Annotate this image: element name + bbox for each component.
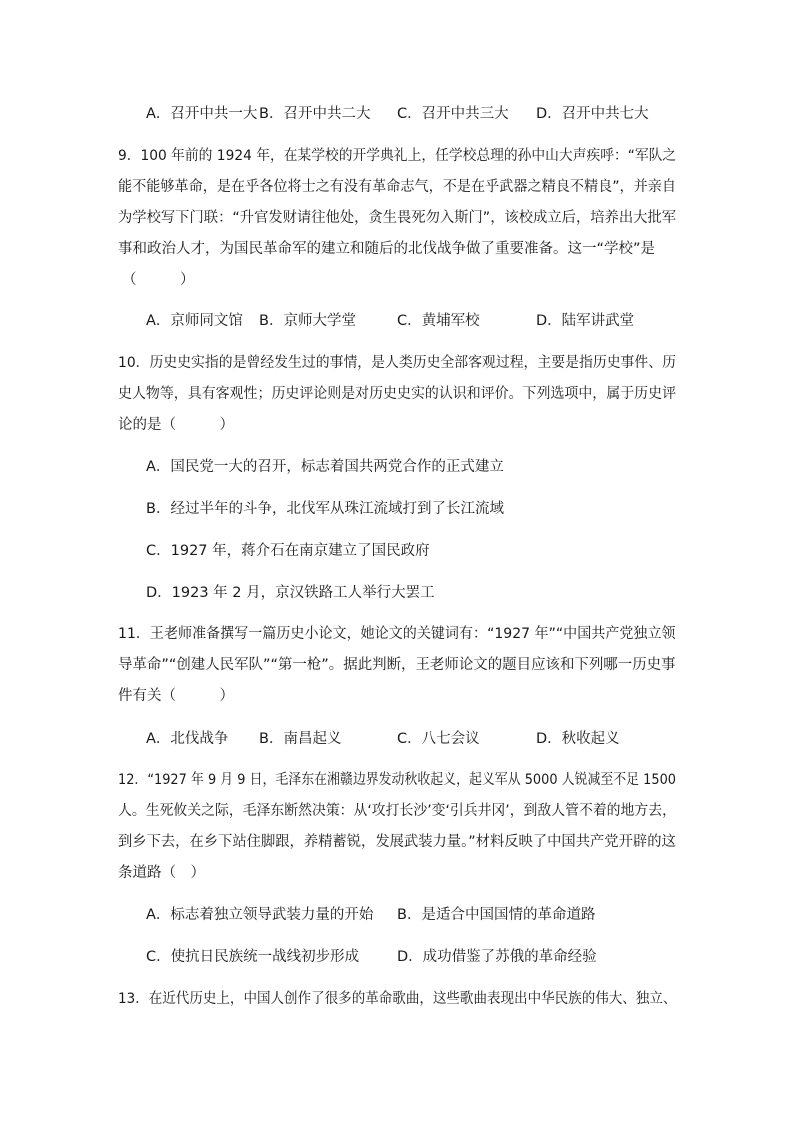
q9-option-d: D．陆军讲武堂 (536, 313, 635, 329)
q12-option-b: B．是适合中国国情的革命道路 (397, 907, 596, 923)
q9-answer-bracket: （ ） (122, 272, 195, 288)
q12-stem-line: 12．“1927 年 9 月 9 日，毛泽东在湘赣边界发动秋收起义，起义军从 5000 人锐减至不足 1500 (118, 772, 677, 788)
q12-option-c: C．使抗日民族统一战线初步形成 (146, 949, 360, 965)
q12-option-a: A．标志着独立领导武装力量的开始 (146, 907, 374, 923)
q11-stem-line: 11．王老师准备撰写一篇历史小论文，她论文的关键词有：“1927 年”“中国共产党独立领 (118, 626, 676, 642)
q8-option-b: B．召开中共二大 (259, 106, 371, 122)
q8-option-a: A．召开中共一大 (146, 106, 258, 122)
q12-stem-line: 人。生死攸关之际，毛泽东断然决策：从‘攻打长沙’变‘引兵井冈’，到敌人管不着的地方去， (118, 803, 676, 819)
q11-option-a: A．北伐战争 (146, 731, 229, 747)
q10-option-b: B．经过半年的斗争，北伐军从珠江流域打到了长江流域 (146, 501, 504, 517)
q8-option-c: C．召开中共三大 (397, 106, 509, 122)
q9-stem-line: 事和政治人才，为国民革命军的建立和随后的北伐战争做了重要准备。这一“学校”是 (118, 241, 656, 257)
q11-stem-line: 导革命”“创建人民军队”“第一枪”。据此判断，王老师论文的题目应该和下列哪一历史事 (118, 657, 676, 673)
q11-option-d: D．秋收起义 (536, 731, 620, 747)
q10-stem-line: 史人物等，具有客观性；历史评论则是对历史史实的认识和评价。下列选项中，属于历史评 (118, 386, 677, 402)
q12-stem-line: 条道路（ ） (118, 865, 205, 881)
q10-stem-line: 论的是（ ） (118, 417, 234, 433)
q10-option-c: C．1927 年，蒋介石在南京建立了国民政府 (146, 543, 430, 559)
q10-option-a: A．国民党一大的召开，标志着国共两党合作的正式建立 (146, 459, 504, 475)
q11-stem-line: 件有关（ ） (118, 688, 234, 704)
q9-option-a: A．京师同文馆 (146, 313, 243, 329)
q13-stem-line: 13．在近代历史上，中国人创作了很多的革命歌曲，这些歌曲表现出中华民族的伟大、独立、 (118, 991, 677, 1007)
q9-stem-line: 能不能够革命，是在乎各位将士之有没有革命志气，不是在乎武器之精良不精良”，并亲自 (118, 179, 677, 195)
q12-stem-line: 到乡下去，在乡下站住脚跟，养精蓄锐，发展武装力量。”材料反映了中国共产党开辟的这 (118, 834, 676, 850)
q11-option-c: C．八七会议 (397, 731, 480, 747)
q12-option-d: D．成功借鉴了苏俄的革命经验 (397, 949, 597, 965)
q10-stem-line: 10．历史史实指的是曾经发生过的事情，是人类历史全部客观过程，主要是指历史事件、历 (118, 355, 676, 371)
q8-option-d: D．召开中共七大 (536, 106, 649, 122)
q11-option-b: B．南昌起义 (259, 731, 342, 747)
q9-option-b: B．京师大学堂 (259, 313, 356, 329)
q9-stem-line: 9．100 年前的 1924 年，在某学校的开学典礼上，任学校总理的孙中山大声疾呼：“军队之 (118, 148, 677, 164)
q9-option-c: C．黄埔军校 (397, 313, 480, 329)
q10-option-d: D．1923 年 2 月，京汉铁路工人举行大罢工 (146, 585, 435, 601)
q9-stem-line: 为学校写下门联：“升官发财请往他处，贪生畏死勿入斯门”，该校成立后，培养出大批军 (118, 210, 677, 226)
